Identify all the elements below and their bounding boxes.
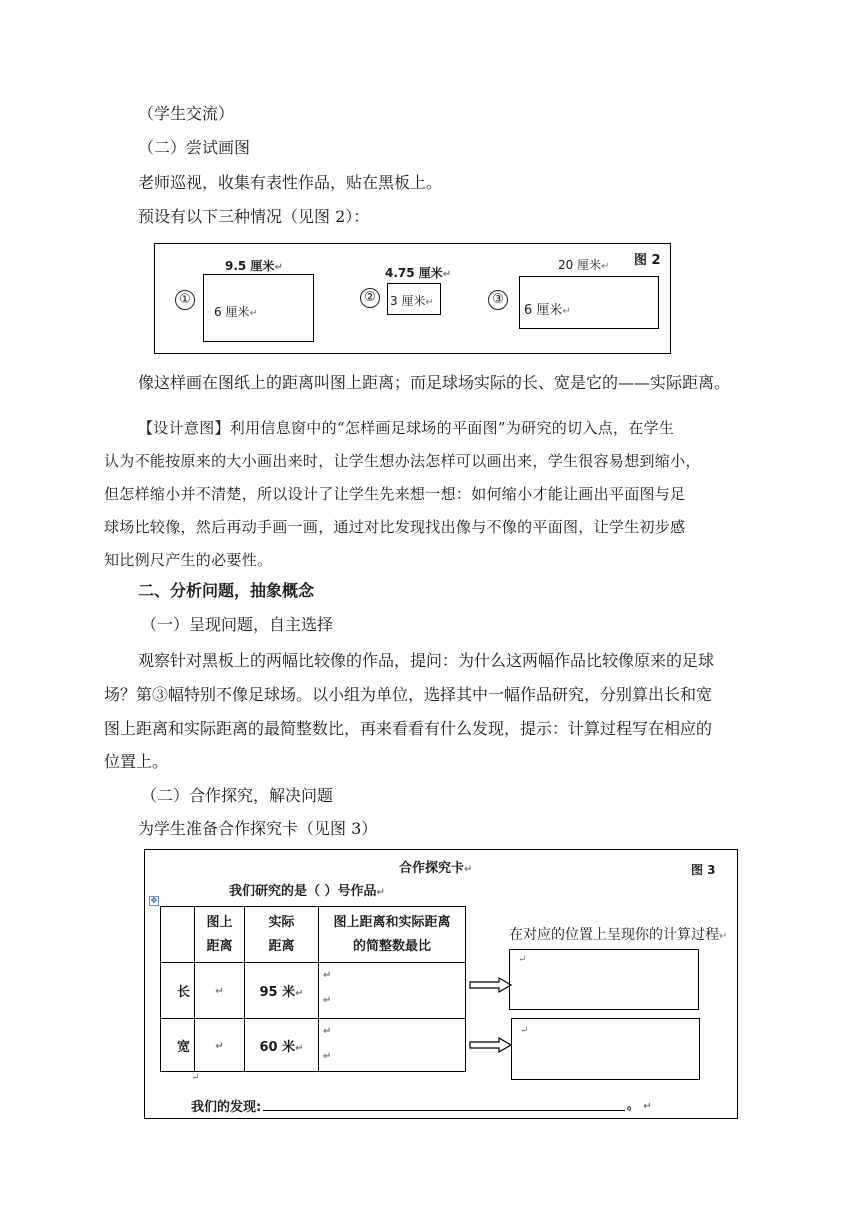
findings-line[interactable]	[263, 1110, 625, 1111]
figure-3-label: 图 3	[691, 863, 716, 877]
table-row	[161, 1019, 466, 1072]
arrow-right-icon	[469, 1037, 513, 1053]
section-heading-try-draw: （二）尝试画图	[138, 138, 251, 157]
rect-3-shape	[519, 276, 659, 329]
table-move-handle-icon[interactable]: ✥	[150, 896, 158, 905]
return-mark: ↵	[191, 1072, 200, 1083]
design-intent-line-1: 【设计意图】利用信息窗中的“怎样画足球场的平面图”为研究的切入点，在学生	[138, 419, 675, 437]
table-row	[161, 963, 466, 1019]
calc-box-length[interactable]: ↵	[509, 949, 699, 1010]
observe-line-1: 观察针对黑板上的两幅比较像的作品，提问：为什么这两幅作品比较像原来的足球	[138, 651, 715, 670]
card-title: 合作探究卡↵	[399, 861, 473, 876]
rect-2-length-label: 4.75 厘米↵	[385, 266, 452, 280]
header-map-distance: 图上 距离	[195, 907, 245, 963]
text-line-definition: 像这样画在图纸上的距离叫图上距离；而足球场实际的长、宽是它的——实际距离。	[138, 373, 731, 392]
rect-3-width-label: 6 厘米↵	[524, 303, 571, 318]
card-subtitle: 我们研究的是（ ）号作品↵	[229, 884, 385, 899]
cell-map-width[interactable]: ↵	[195, 1019, 245, 1072]
subheading-cooperate: （二）合作探究，解决问题	[141, 786, 334, 805]
calc-box-width[interactable]: ↵	[511, 1018, 700, 1080]
circled-number-1: ①	[175, 290, 195, 310]
circled-number-3: ③	[488, 290, 508, 310]
cell-ratio-width[interactable]: ↵ ↵	[319, 1019, 466, 1072]
arrow-right-icon	[469, 977, 513, 993]
findings-end: 。 ↵	[627, 1098, 652, 1112]
row-label-length: 长	[161, 963, 195, 1019]
cell-map-length[interactable]: ↵	[195, 963, 245, 1019]
circled-number-2: ②	[360, 288, 380, 308]
text-line-prepare-card: 为学生准备合作探究卡（见图 3）	[138, 819, 378, 838]
table-corner-cell	[161, 907, 195, 963]
cell-ratio-length[interactable]: ↵ ↵	[319, 963, 466, 1019]
observe-line-2: 场？第③幅特别不像足球场。以小组为单位，选择其中一幅作品研究，分别算出长和宽	[104, 685, 713, 704]
cell-actual-width: 60 米↵	[245, 1019, 319, 1072]
section-heading-analysis: 二、分析问题，抽象概念	[138, 581, 315, 600]
rect-2-width-label: 3 厘米↵	[390, 294, 434, 308]
subheading-present-problem: （一）呈现问题，自主选择	[141, 615, 334, 634]
text-line-1: （学生交流）	[138, 104, 235, 123]
observe-line-4: 位置上。	[104, 752, 169, 771]
rect-2-shape	[387, 283, 441, 315]
rect-3-length-label: 20 厘米↵	[558, 258, 610, 272]
observe-line-3: 图上距离和实际距离的最简整数比，再来看看有什么发现，提示：计算过程写在相应的	[104, 719, 713, 738]
figure-2-frame	[154, 243, 671, 354]
rect-1-shape	[203, 274, 314, 342]
cell-actual-length: 95 米↵	[245, 963, 319, 1019]
header-ratio: 图上距离和实际距离 的简整数最比	[319, 907, 466, 963]
design-intent-line-2: 认为不能按原来的大小画出来时，让学生想办法怎样可以画出来，学生很容易想到缩小，	[104, 452, 701, 470]
rect-1-length-label: 9.5 厘米↵	[225, 259, 283, 273]
design-intent-line-5: 知比例尺产生的必要性。	[104, 551, 273, 569]
rect-1-width-label: 6 厘米↵	[214, 305, 258, 319]
figure-3-frame	[144, 849, 738, 1119]
design-intent-line-3: 但怎样缩小并不清楚，所以设计了让学生先来想一想：如何缩小才能让画出平面图与足	[104, 485, 686, 503]
text-line-3: 老师巡视，收集有表性作品，贴在黑板上。	[138, 173, 443, 192]
findings-label: 我们的发现:	[191, 1100, 262, 1115]
design-intent-line-4: 球场比较像，然后再动手画一画，通过对比发现找出像与不像的平面图，让学生初步感	[104, 518, 686, 536]
text-line-4: 预设有以下三种情况（见图 2）：	[138, 207, 370, 226]
cooperation-table	[160, 906, 466, 1072]
header-actual-distance: 实际 距离	[245, 907, 319, 963]
figure-2-label: 图 2	[634, 253, 661, 268]
calc-caption: 在对应的位置上呈现你的计算过程↵	[509, 927, 728, 943]
row-label-width: 宽	[161, 1019, 195, 1072]
